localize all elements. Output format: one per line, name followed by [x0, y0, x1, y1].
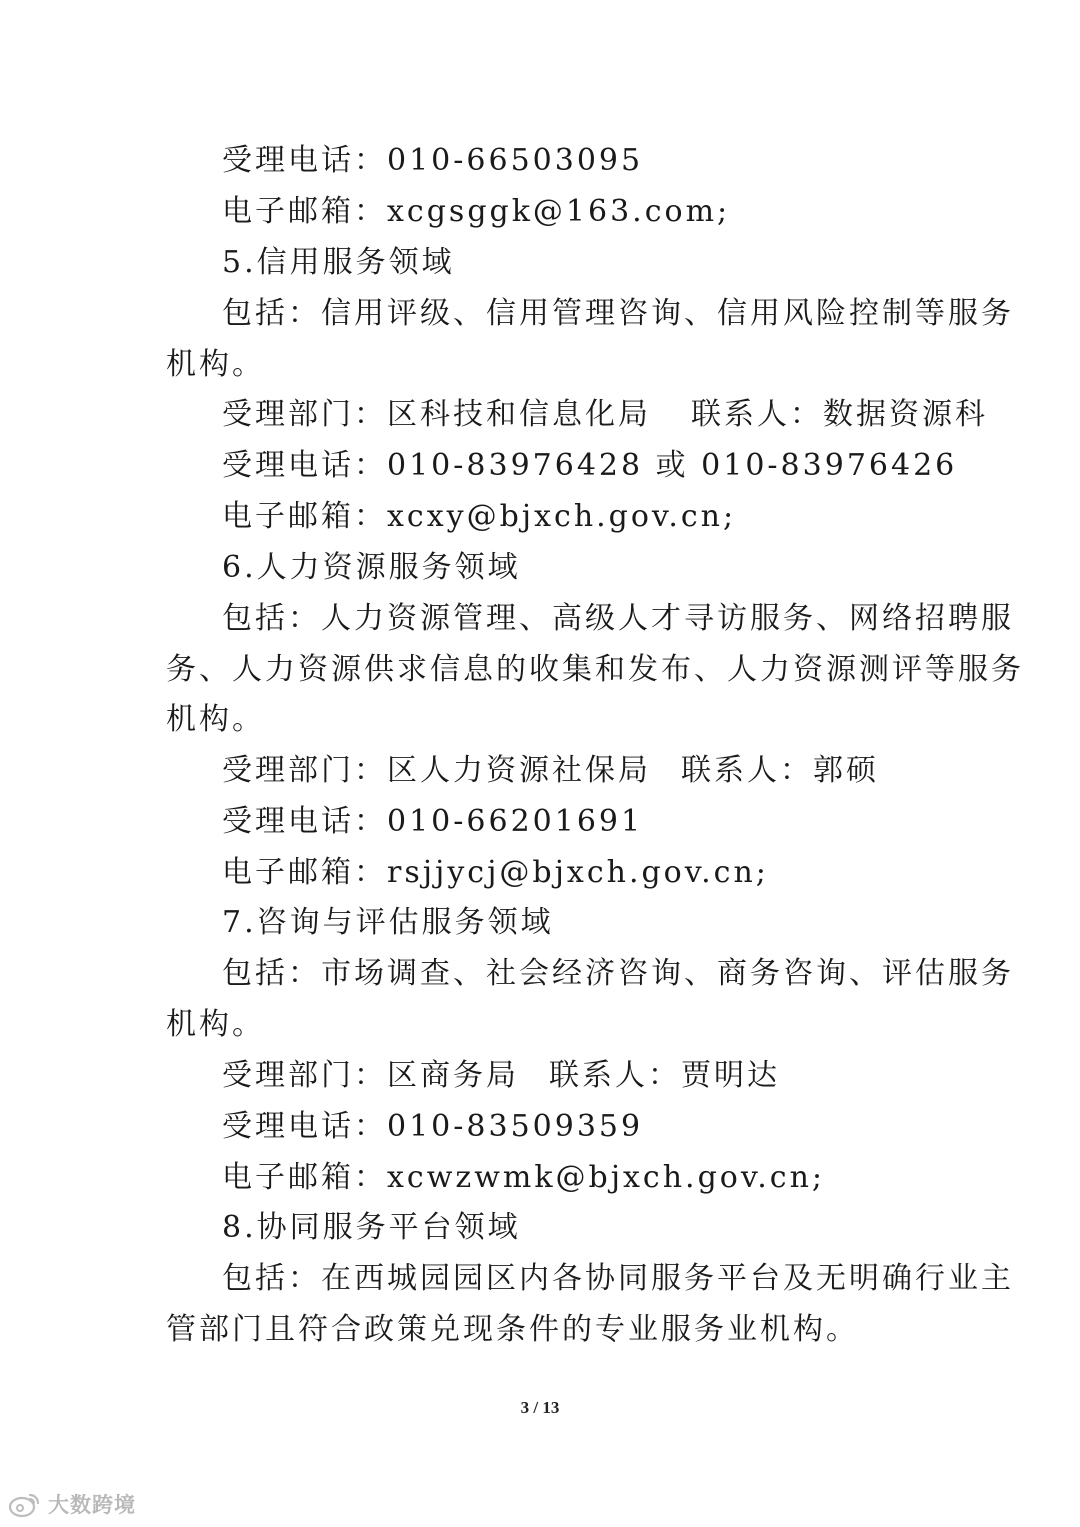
- department-text: 受理部门：区商务局: [222, 1058, 519, 1093]
- scope-text: 机构。: [166, 702, 265, 737]
- contact-phone-line: 受理电话：010-66503095: [222, 143, 644, 178]
- contact-email-line: 电子邮箱：xcgsggk@163.com;: [222, 194, 731, 229]
- watermark-text: 大数跨境: [48, 1493, 136, 1517]
- department-line: [222, 390, 988, 440]
- section-heading-credit: 5.信用服务领域: [222, 245, 455, 280]
- department-line: [222, 1051, 780, 1101]
- scope-text: 包括：市场调查、社会经济咨询、商务咨询、评估服务: [222, 956, 1014, 991]
- department-text: 受理部门：区人力资源社保局: [222, 753, 651, 788]
- scope-text: 机构。: [166, 1007, 265, 1042]
- section-heading-hr: 6.人力资源服务领域: [222, 550, 521, 585]
- section-heading-consulting: 7.咨询与评估服务领域: [222, 905, 554, 940]
- contact-phone-line: 受理电话：010-66201691: [222, 804, 644, 839]
- department-text: 受理部门：区科技和信息化局: [222, 397, 651, 432]
- contact-person-text: 联系人：贾明达: [549, 1058, 780, 1093]
- scope-text: 包括：信用评级、信用管理咨询、信用风险控制等服务: [222, 296, 1014, 331]
- contact-email-line: 电子邮箱：xcxy@bjxch.gov.cn;: [222, 499, 737, 534]
- contact-phone-line: 受理电话：010-83976428 或 010-83976426: [222, 448, 958, 483]
- scope-text: 包括：在西城园园区内各协同服务平台及无明确行业主: [222, 1261, 1014, 1296]
- scope-text: 机构。: [166, 347, 265, 382]
- weibo-logo-icon: [8, 1490, 42, 1518]
- contact-email-line: 电子邮箱：rsjjycj@bjxch.gov.cn;: [222, 855, 769, 890]
- page-number: 3 / 13: [520, 1398, 560, 1417]
- contact-email-line: 电子邮箱：xcwzwmk@bjxch.gov.cn;: [222, 1160, 826, 1195]
- scope-text: 管部门且符合政策兑现条件的专业服务业机构。: [166, 1312, 859, 1347]
- section-heading-platform: 8.协同服务平台领域: [222, 1210, 521, 1245]
- scope-text: 务、人力资源供求信息的收集和发布、人力资源测评等服务: [166, 652, 1024, 687]
- contact-phone-line: 受理电话：010-83509359: [222, 1109, 644, 1144]
- scope-text: 包括：人力资源管理、高级人才寻访服务、网络招聘服: [222, 601, 1014, 636]
- contact-person-text: 联系人：郭硕: [681, 753, 879, 788]
- contact-person-text: 联系人：数据资源科: [691, 397, 988, 432]
- watermark: [8, 1489, 136, 1519]
- department-line: [222, 746, 879, 796]
